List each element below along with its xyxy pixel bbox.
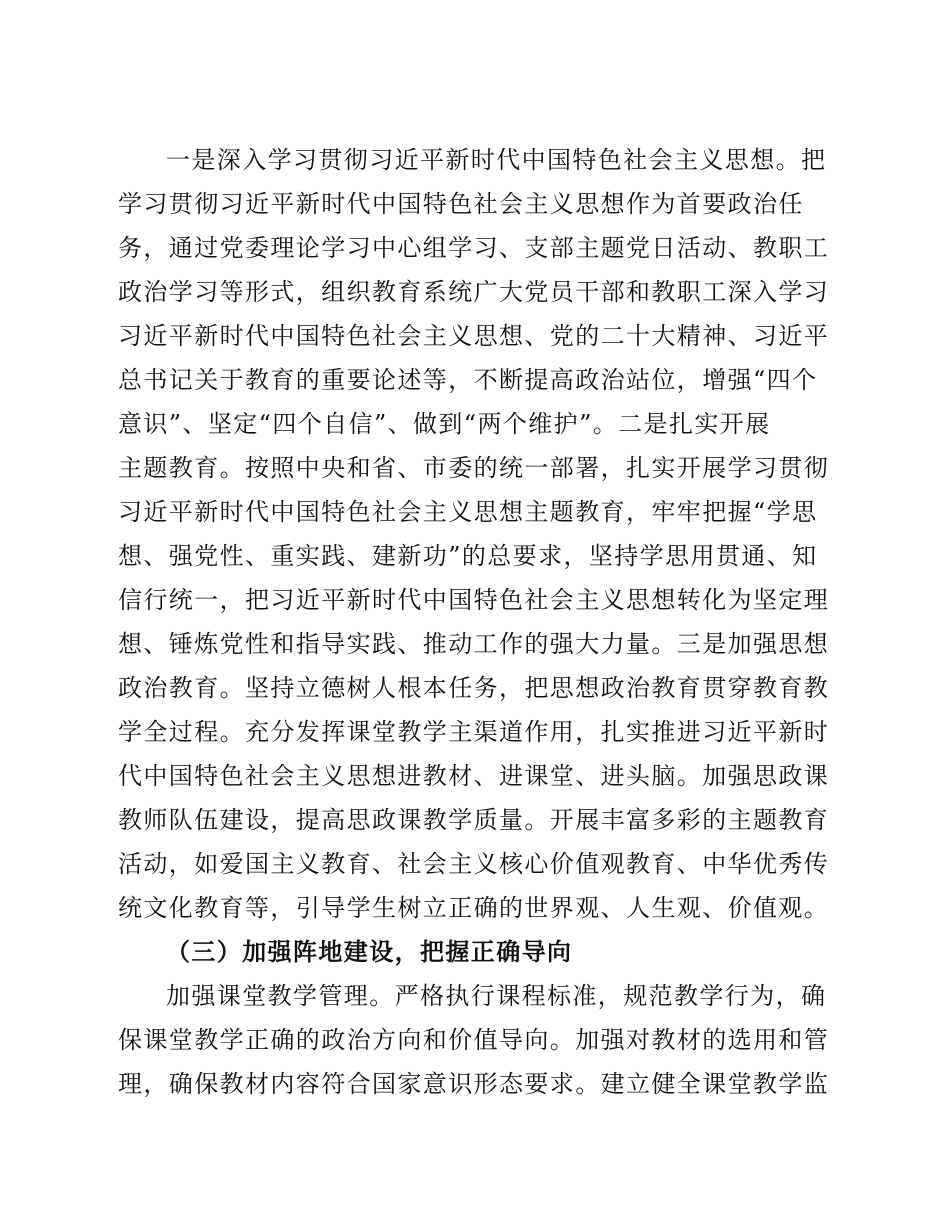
text-line: 意识”、坚定“四个自信”、做到“两个维护”。二是扎实开展 bbox=[118, 410, 771, 438]
text-line: 保课堂教学正确的政治方向和价值导向。加强对教材的选用和管 bbox=[118, 1026, 830, 1054]
text-line: 统文化教育等，引导学生树立正确的世界观、人生观、价值观。 bbox=[118, 894, 830, 922]
text-line: 学习贯彻习近平新时代中国特色社会主义思想作为首要政治任 bbox=[118, 190, 804, 218]
text-line: 加强课堂教学管理。严格执行课程标准，规范教学行为，确 bbox=[166, 982, 827, 1010]
text-line: 理，确保教材内容符合国家意识形态要求。建立健全课堂教学监 bbox=[118, 1070, 830, 1098]
text-line: 想、强党性、重实践、建新功”的总要求，坚持学思用贯通、知 bbox=[118, 542, 818, 570]
text-line: 想、锤炼党性和指导实践、推动工作的强大力量。三是加强思想 bbox=[118, 630, 830, 658]
text-line: 习近平新时代中国特色社会主义思想、党的二十大精神、习近平 bbox=[118, 322, 830, 350]
text-line: 活动，如爱国主义教育、社会主义核心价值观教育、中华优秀传 bbox=[118, 850, 830, 878]
text-line: 代中国特色社会主义思想进教材、进课堂、进头脑。加强思政课 bbox=[118, 762, 830, 790]
text-line: 教师队伍建设，提高思政课教学质量。开展丰富多彩的主题教育 bbox=[118, 806, 830, 834]
text-line: 信行统一，把习近平新时代中国特色社会主义思想转化为坚定理 bbox=[118, 586, 830, 614]
section-heading: （三）加强阵地建设，把握正确导向 bbox=[166, 937, 573, 966]
text-line: 一是深入学习贯彻习近平新时代中国特色社会主义思想。把 bbox=[166, 146, 827, 174]
text-line: 务，通过党委理论学习中心组学习、支部主题党日活动、教职工 bbox=[118, 234, 830, 262]
text-line: 习近平新时代中国特色社会主义思想主题教育，牢牢把握“学思 bbox=[118, 498, 818, 526]
text-line: 政治教育。坚持立德树人根本任务，把思想政治教育贯穿教育教 bbox=[118, 674, 830, 702]
text-line: 学全过程。充分发挥课堂教学主渠道作用，扎实推进习近平新时 bbox=[118, 718, 830, 746]
text-line: 主题教育。按照中央和省、市委的统一部署，扎实开展学习贯彻 bbox=[118, 454, 830, 482]
text-line: 政治学习等形式，组织教育系统广大党员干部和教职工深入学习 bbox=[118, 278, 830, 306]
text-line: 总书记关于教育的重要论述等，不断提高政治站位，增强“四个 bbox=[118, 366, 818, 394]
